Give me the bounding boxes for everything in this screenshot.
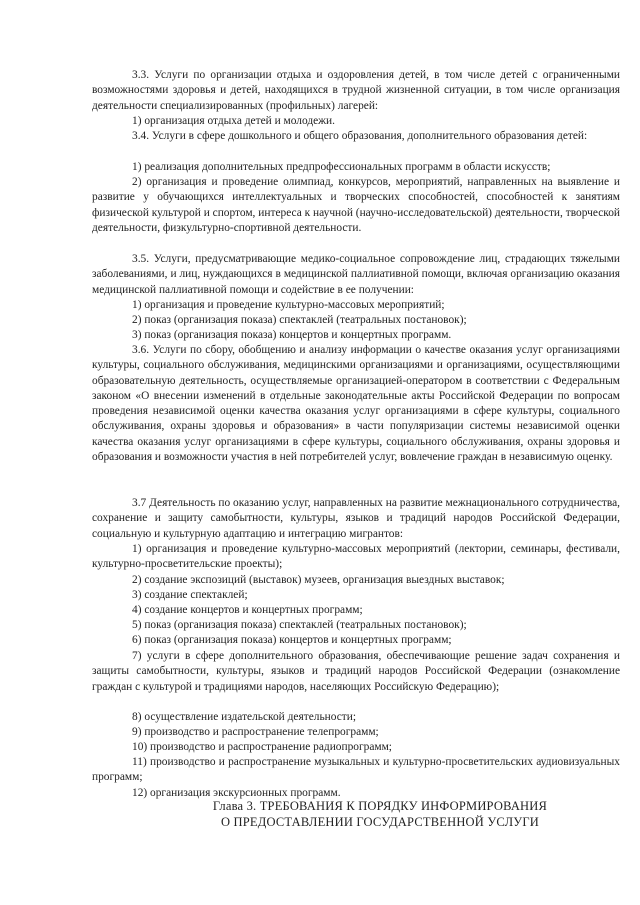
list-item: 1) организация и проведение культурно-массовых мероприятий; (132, 299, 445, 311)
chapter-heading-line-1: Глава 3. ТРЕБОВАНИЯ К ПОРЯДКУ ИНФОРМИРОВАНИЯ (212, 799, 548, 813)
paragraph-3-6: 3.6. Услуги по сбору, обобщению и анализу информации о качестве оказания услуг организациями культуры, социального обслуживания, медицинскими организациями и организациями, осуществляющими образовательную деятельность, осуществляемые организацией-оператором в соответствии с Федеральным законом «О внесении изменений в отдельные законодательные акты Российской Федерации по вопросам проведения независимой оценки качества оказания услуг организациями в сфере культуры, социального обслуживания, охраны здоровья и образования» в части популяризации системы независимой оценки качества оказания услуг организациями в сфере культуры, социального обслуживания, охраны здоровья и образования и возможности участия в ней потребителей услуг, вовлечение граждан в независимую оценку. (92, 344, 620, 463)
paragraph-3-7: 3.7 Деятельность по оказанию услуг, направленных на развитие межнационального сотрудничества, сохранение и защиту самобытности, культуры, языков и традиций народов Российской Федерации, социальную и культурную адаптацию и интеграцию мигрантов: (92, 497, 620, 540)
list-item: 2) показ (организация показа) спектаклей (театральных постановок); (132, 314, 467, 326)
list-item: 9) производство и распространение телепрограмм; (132, 726, 379, 738)
list-item: 1) организация отдыха детей и молодежи. (132, 115, 335, 127)
list-item: 1) реализация дополнительных предпрофессиональных программ в области искусств; (132, 161, 551, 173)
list-item: 11) производство и распространение музыкальных и культурно-просветительских аудиовизуальных программ; (92, 756, 620, 784)
list-item: 4) создание концертов и концертных программ; (132, 604, 363, 616)
list-item: 1) организация и проведение культурно-массовых мероприятий (лектории, семинары, фестивали, культурно-просветительские проекты); (92, 543, 620, 571)
list-item: 2) создание экспозиций (выставок) музеев, организация выездных выставок; (132, 574, 505, 586)
list-item: 3) показ (организация показа) концертов и концертных программ. (132, 329, 452, 341)
list-item: 12) организация экскурсионных программ. (132, 787, 341, 799)
list-item: 8) осуществление издательской деятельности; (132, 711, 357, 723)
list-item: 7) услуги в сфере дополнительного образования, обеспечивающие решение задач сохранения и защиты самобытности, культуры, языков и традиций народов Российской Федерации (ознакомление граждан с культурой и традициями народов, населяющих Российскую Федерацию); (92, 650, 620, 693)
paragraph-3-5: 3.5. Услуги, предусматривающие медико-социальное сопровождение лиц, страдающих тяжелыми заболеваниями, и лиц, нуждающихся в медицинской паллиативной помощи, включая организацию оказания медицинской паллиативной помощи и содействие в ее получении: (92, 253, 620, 296)
chapter-heading (140, 798, 620, 830)
list-item: 5) показ (организация показа) спектаклей (театральных постановок); (132, 619, 467, 631)
list-item: 10) производство и распространение радиопрограмм; (132, 741, 392, 753)
list-item: 2) организация и проведение олимпиад, конкурсов, мероприятий, направленных на выявление и развитие у обучающихся интеллектуальных и творческих способностей, способностей к занятиям физической культурой и спортом, интереса к научной (научно-исследовательской) деятельности, творческой деятельности, физкультурно-спортивной деятельности. (92, 176, 620, 234)
list-item: 3) создание спектаклей; (132, 589, 248, 601)
list-item: 6) показ (организация показа) концертов и концертных программ; (132, 634, 452, 646)
paragraph-3-4: 3.4. Услуги в сфере дошкольного и общего образования, дополнительного образования детей: (132, 130, 588, 142)
chapter-heading-line-2: О ПРЕДОСТАВЛЕНИИ ГОСУДАРСТВЕННОЙ УСЛУГИ (221, 815, 539, 829)
paragraph-3-3: 3.3. Услуги по организации отдыха и оздоровления детей, в том числе детей с ограниченными возможностями здоровья и детей, находящихся в трудной жизненной ситуации, в том числе организация деятельности специализированных (профильных) лагерей: (92, 69, 620, 112)
